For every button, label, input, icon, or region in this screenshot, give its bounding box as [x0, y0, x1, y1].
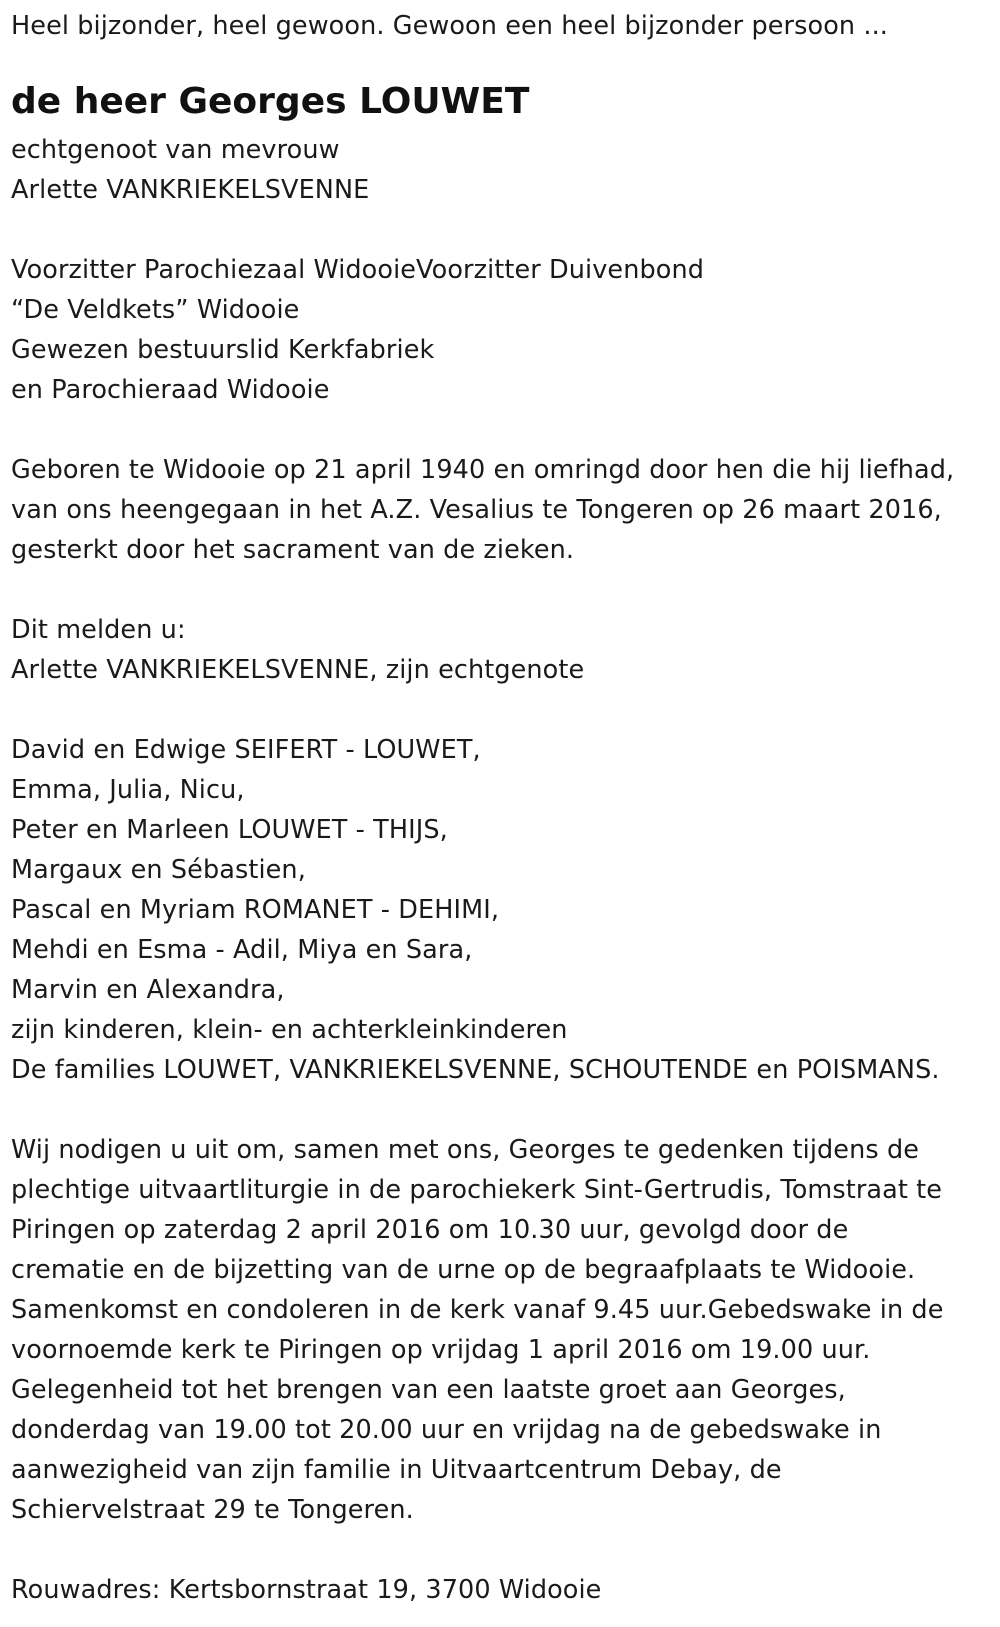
role-line: “De Veldkets” Widooie: [11, 295, 300, 325]
family-line: Margaux en Sébastien,: [11, 855, 306, 885]
family-section: [11, 730, 989, 1090]
spacer: [11, 570, 989, 610]
ceremony-line: aanwezigheid van zijn familie in Uitvaartcentrum Debay, de: [11, 1455, 782, 1485]
ceremony-line: voornoemde kerk te Piringen op vrijdag 1 april 2016 om 19.00 uur.: [11, 1335, 871, 1365]
role-line: Voorzitter Parochiezaal WidooieVoorzitter Duivenbond: [11, 255, 705, 285]
birth-death-line: gesterkt door het sacrament van de zieken.: [11, 535, 575, 565]
ceremony-line: plechtige uitvaartliturgie in de parochiekerk Sint-Gertrudis, Tomstraat te: [11, 1175, 943, 1205]
birth-death-line: van ons heengegaan in het A.Z. Vesalius te Tongeren op 26 maart 2016,: [11, 495, 942, 525]
family-line: Marvin en Alexandra,: [11, 975, 285, 1005]
ceremony-section: [11, 1130, 989, 1530]
ceremony-line: Piringen op zaterdag 2 april 2016 om 10.30 uur, gevolgd door de: [11, 1215, 849, 1245]
ceremony-line: Schiervelstraat 29 te Tongeren.: [11, 1495, 414, 1525]
family-line: David en Edwige SEIFERT - LOUWET,: [11, 735, 481, 765]
spacer: [11, 1090, 989, 1130]
family-line: zijn kinderen, klein- en achterkleinkinderen: [11, 1015, 568, 1045]
spouse-line: Arlette VANKRIEKELSVENNE: [11, 175, 370, 205]
family-line: Pascal en Myriam ROMANET - DEHIMI,: [11, 895, 500, 925]
intro-text: Heel bijzonder, heel gewoon. Gewoon een heel bijzonder persoon ...: [11, 11, 888, 41]
family-line: Peter en Marleen LOUWET - THIJS,: [11, 815, 448, 845]
ceremony-line: Samenkomst en condoleren in de kerk vanaf 9.45 uur.Gebedswake in de: [11, 1295, 944, 1325]
family-line: Mehdi en Esma - Adil, Miya en Sara,: [11, 935, 473, 965]
spacer: [11, 690, 989, 730]
family-line: Emma, Julia, Nicu,: [11, 775, 245, 805]
mourning-address: Rouwadres: Kertsbornstraat 19, 3700 Widooie: [11, 1575, 602, 1605]
announcers-line: Arlette VANKRIEKELSVENNE, zijn echtgenote: [11, 655, 585, 685]
spouse-line: echtgenoot van mevrouw: [11, 135, 340, 165]
deceased-name: de heer Georges LOUWET: [11, 81, 530, 122]
spacer: [11, 210, 989, 250]
family-line: De families LOUWET, VANKRIEKELSVENNE, SCHOUTENDE en POISMANS.: [11, 1055, 940, 1085]
birth-death-section: [11, 450, 989, 570]
ceremony-line: donderdag van 19.00 tot 20.00 uur en vrijdag na de gebedswake in: [11, 1415, 882, 1445]
announcers-line: Dit melden u:: [11, 615, 186, 645]
ceremony-line: crematie en de bijzetting van de urne op de begraafplaats te Widooie.: [11, 1255, 916, 1285]
role-line: en Parochieraad Widooie: [11, 375, 330, 405]
ceremony-line: Wij nodigen u uit om, samen met ons, Georges te gedenken tijdens de: [11, 1135, 920, 1165]
ceremony-line: Gelegenheid tot het brengen van een laatste groet aan Georges,: [11, 1375, 846, 1405]
spacer: [11, 1530, 989, 1570]
roles-section: [11, 250, 989, 410]
spouse-section: [11, 130, 989, 210]
announcers-section: [11, 610, 989, 690]
spacer: [11, 410, 989, 450]
role-line: Gewezen bestuurslid Kerkfabriek: [11, 335, 435, 365]
birth-death-line: Geboren te Widooie op 21 april 1940 en omringd door hen die hij liefhad,: [11, 455, 955, 485]
